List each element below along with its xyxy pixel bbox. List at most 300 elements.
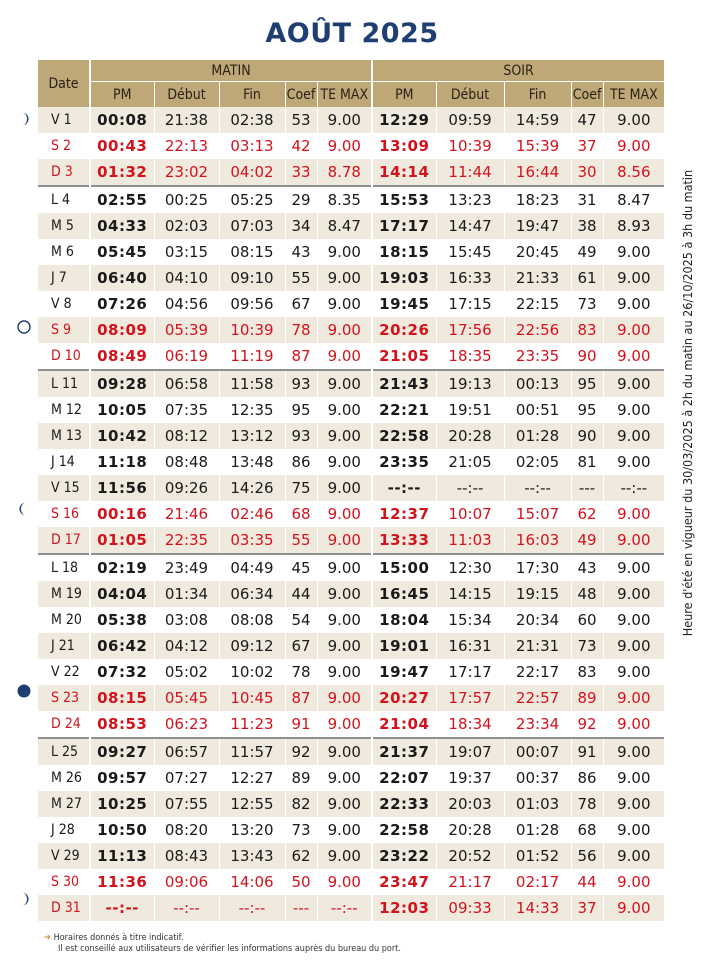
- matin-pm-cell: 06:42: [90, 633, 154, 659]
- matin-pm-cell: 08:49: [90, 343, 154, 370]
- matin-fin-cell: 08:08: [219, 607, 285, 633]
- soir-fin-cell: 02:05: [504, 449, 571, 475]
- matin-debut-cell: --:--: [154, 895, 219, 921]
- soir-coef-cell: 91: [571, 738, 603, 765]
- soir-te-max-cell: 9.00: [603, 239, 664, 265]
- soir-debut-cell: 21:05: [436, 449, 504, 475]
- date-cell: S 23: [38, 685, 90, 711]
- date-cell: V 22: [38, 659, 90, 685]
- date-cell: M 27: [38, 791, 90, 817]
- matin-te-max-cell: 9.00: [317, 449, 372, 475]
- soir-fin-cell: 20:45: [504, 239, 571, 265]
- soir-te-max-cell: 9.00: [603, 370, 664, 397]
- matin-te-max-cell: 9.00: [317, 397, 372, 423]
- soir-coef-cell: 37: [571, 895, 603, 921]
- soir-pm-cell: 23:22: [372, 843, 436, 869]
- soir-debut-cell: 20:28: [436, 423, 504, 449]
- matin-pm-cell: 00:08: [90, 107, 154, 133]
- matin-te-max-cell: 9.00: [317, 685, 372, 711]
- soir-debut-cell: 17:57: [436, 685, 504, 711]
- soir-pm-cell: 19:45: [372, 291, 436, 317]
- matin-fin-cell: 02:46: [219, 501, 285, 527]
- matin-debut-cell: 09:06: [154, 869, 219, 895]
- matin-coef-cell: 45: [285, 554, 317, 581]
- matin-coef-cell: 75: [285, 475, 317, 501]
- matin-pm-cell: 00:16: [90, 501, 154, 527]
- matin-pm-cell: 11:56: [90, 475, 154, 501]
- matin-coef-cell: 43: [285, 239, 317, 265]
- soir-debut-cell: 19:13: [436, 370, 504, 397]
- date-cell: V 29: [38, 843, 90, 869]
- soir-fin-cell: 23:34: [504, 711, 571, 738]
- soir-fin-cell: 01:28: [504, 423, 571, 449]
- soir-te-max-cell: 9.00: [603, 554, 664, 581]
- soir-te-max-cell: 9.00: [603, 317, 664, 343]
- soir-debut-cell: 19:51: [436, 397, 504, 423]
- soir-pm-cell: 13:33: [372, 527, 436, 554]
- matin-coef-cell: 67: [285, 633, 317, 659]
- matin-coef-cell: 53: [285, 107, 317, 133]
- matin-te-max-cell: 8.78: [317, 159, 372, 186]
- date-cell: J 28: [38, 817, 90, 843]
- soir-pm-cell: 22:07: [372, 765, 436, 791]
- table-row: [38, 685, 664, 711]
- matin-debut-cell: 07:55: [154, 791, 219, 817]
- matin-coef-cell: 93: [285, 423, 317, 449]
- matin-fin-cell: 04:49: [219, 554, 285, 581]
- matin-debut-cell: 05:39: [154, 317, 219, 343]
- matin-pm-cell: 10:42: [90, 423, 154, 449]
- matin-coef-cell: 86: [285, 449, 317, 475]
- soir-pm-cell: 22:58: [372, 817, 436, 843]
- matin-debut-cell: 22:35: [154, 527, 219, 554]
- matin-fin-cell: 10:39: [219, 317, 285, 343]
- table-row: [38, 738, 664, 765]
- soir-pm-cell: 23:35: [372, 449, 436, 475]
- soir-debut-cell: 18:35: [436, 343, 504, 370]
- soir-coef-cell: 92: [571, 711, 603, 738]
- soir-fin-cell: 20:34: [504, 607, 571, 633]
- soir-coef-cell: 73: [571, 291, 603, 317]
- matin-te-max-cell: 9.00: [317, 291, 372, 317]
- date-cell: M 20: [38, 607, 90, 633]
- table-row: [38, 817, 664, 843]
- soir-debut-cell: 11:03: [436, 527, 504, 554]
- soir-coef-cell: 68: [571, 817, 603, 843]
- soir-debut-cell: 19:37: [436, 765, 504, 791]
- matin-fin-cell: 09:12: [219, 633, 285, 659]
- matin-pm-cell: 04:33: [90, 213, 154, 239]
- matin-coef-cell: 87: [285, 343, 317, 370]
- matin-te-max-cell: 9.00: [317, 527, 372, 554]
- matin-fin-cell: 11:58: [219, 370, 285, 397]
- matin-fin-cell: 14:06: [219, 869, 285, 895]
- soir-coef-cell: 62: [571, 501, 603, 527]
- soir-debut-cell: 15:45: [436, 239, 504, 265]
- soir-debut-cell: 20:03: [436, 791, 504, 817]
- col-debut-header: Début: [154, 82, 219, 108]
- matin-coef-cell: 68: [285, 501, 317, 527]
- col-temax-header: TE MAX: [603, 82, 664, 108]
- matin-debut-cell: 06:58: [154, 370, 219, 397]
- matin-fin-cell: 11:57: [219, 738, 285, 765]
- soir-coef-cell: 86: [571, 765, 603, 791]
- matin-te-max-cell: 9.00: [317, 817, 372, 843]
- matin-pm-cell: 02:19: [90, 554, 154, 581]
- date-cell: D 3: [38, 159, 90, 186]
- date-cell: D 10: [38, 343, 90, 370]
- matin-coef-cell: 67: [285, 291, 317, 317]
- soir-debut-cell: 10:07: [436, 501, 504, 527]
- soir-coef-cell: 30: [571, 159, 603, 186]
- matin-pm-cell: 10:05: [90, 397, 154, 423]
- matin-debut-cell: 22:13: [154, 133, 219, 159]
- soir-coef-cell: 48: [571, 581, 603, 607]
- soir-coef-cell: ---: [571, 475, 603, 501]
- matin-te-max-cell: 9.00: [317, 554, 372, 581]
- matin-pm-cell: 10:25: [90, 791, 154, 817]
- matin-te-max-cell: 9.00: [317, 633, 372, 659]
- soir-te-max-cell: 9.00: [603, 843, 664, 869]
- soir-pm-cell: 12:37: [372, 501, 436, 527]
- soir-te-max-cell: 9.00: [603, 265, 664, 291]
- soir-pm-cell: 19:01: [372, 633, 436, 659]
- date-cell: M 12: [38, 397, 90, 423]
- matin-coef-cell: 89: [285, 765, 317, 791]
- matin-debut-cell: 04:12: [154, 633, 219, 659]
- col-fin-header: Fin: [219, 82, 285, 108]
- soir-te-max-cell: 9.00: [603, 791, 664, 817]
- soir-coef-cell: 38: [571, 213, 603, 239]
- soir-coef-cell: 43: [571, 554, 603, 581]
- matin-te-max-cell: 9.00: [317, 581, 372, 607]
- table-row: [38, 133, 664, 159]
- matin-te-max-cell: 9.00: [317, 659, 372, 685]
- soir-debut-cell: 12:30: [436, 554, 504, 581]
- soir-pm-cell: 22:33: [372, 791, 436, 817]
- soir-debut-cell: 14:47: [436, 213, 504, 239]
- matin-debut-cell: 07:35: [154, 397, 219, 423]
- tide-table-body: [38, 107, 664, 921]
- soir-fin-cell: 14:33: [504, 895, 571, 921]
- matin-te-max-cell: 9.00: [317, 607, 372, 633]
- soir-fin-cell: 22:56: [504, 317, 571, 343]
- soir-fin-cell: 21:31: [504, 633, 571, 659]
- date-cell: V 8: [38, 291, 90, 317]
- soir-fin-cell: 17:30: [504, 554, 571, 581]
- matin-fin-cell: 14:26: [219, 475, 285, 501]
- col-debut-header: Début: [436, 82, 504, 108]
- soir-header: SOIR: [372, 60, 664, 82]
- matin-pm-cell: 02:55: [90, 186, 154, 213]
- soir-te-max-cell: 9.00: [603, 817, 664, 843]
- col-pm-header: PM: [90, 82, 154, 108]
- col-coef-header: Coef: [285, 82, 317, 108]
- matin-fin-cell: 13:20: [219, 817, 285, 843]
- table-row: [38, 869, 664, 895]
- table-row: [38, 475, 664, 501]
- soir-fin-cell: 14:59: [504, 107, 571, 133]
- soir-fin-cell: 00:37: [504, 765, 571, 791]
- matin-coef-cell: 33: [285, 159, 317, 186]
- date-cell: S 16: [38, 501, 90, 527]
- matin-coef-cell: 42: [285, 133, 317, 159]
- matin-pm-cell: 08:09: [90, 317, 154, 343]
- tide-table: [38, 60, 664, 921]
- matin-te-max-cell: 9.00: [317, 370, 372, 397]
- matin-pm-cell: 11:36: [90, 869, 154, 895]
- matin-debut-cell: 03:15: [154, 239, 219, 265]
- soir-pm-cell: 14:14: [372, 159, 436, 186]
- matin-pm-cell: 01:05: [90, 527, 154, 554]
- soir-pm-cell: 21:37: [372, 738, 436, 765]
- soir-coef-cell: 56: [571, 843, 603, 869]
- table-row: [38, 554, 664, 581]
- soir-coef-cell: 44: [571, 869, 603, 895]
- matin-te-max-cell: 9.00: [317, 239, 372, 265]
- soir-fin-cell: 02:17: [504, 869, 571, 895]
- matin-coef-cell: 92: [285, 738, 317, 765]
- soir-debut-cell: 16:33: [436, 265, 504, 291]
- date-cell: M 26: [38, 765, 90, 791]
- matin-coef-cell: 78: [285, 659, 317, 685]
- date-cell: L 11: [38, 370, 90, 397]
- table-row: [38, 607, 664, 633]
- matin-fin-cell: 03:35: [219, 527, 285, 554]
- matin-te-max-cell: 9.00: [317, 343, 372, 370]
- soir-coef-cell: 37: [571, 133, 603, 159]
- soir-coef-cell: 83: [571, 659, 603, 685]
- soir-debut-cell: 15:34: [436, 607, 504, 633]
- soir-debut-cell: 09:59: [436, 107, 504, 133]
- matin-fin-cell: 08:15: [219, 239, 285, 265]
- matin-debut-cell: 00:25: [154, 186, 219, 213]
- soir-te-max-cell: 9.00: [603, 895, 664, 921]
- col-temax-header: TE MAX: [317, 82, 372, 108]
- matin-debut-cell: 02:03: [154, 213, 219, 239]
- soir-pm-cell: 20:27: [372, 685, 436, 711]
- soir-fin-cell: 01:28: [504, 817, 571, 843]
- soir-debut-cell: 13:23: [436, 186, 504, 213]
- matin-debut-cell: 06:57: [154, 738, 219, 765]
- date-cell: J 21: [38, 633, 90, 659]
- matin-fin-cell: 12:55: [219, 791, 285, 817]
- table-row: [38, 895, 664, 921]
- soir-coef-cell: 95: [571, 370, 603, 397]
- date-header: Date: [38, 60, 90, 107]
- soir-te-max-cell: 9.00: [603, 581, 664, 607]
- matin-fin-cell: 09:10: [219, 265, 285, 291]
- soir-te-max-cell: 8.56: [603, 159, 664, 186]
- matin-te-max-cell: 9.00: [317, 317, 372, 343]
- soir-fin-cell: 21:33: [504, 265, 571, 291]
- matin-pm-cell: 09:57: [90, 765, 154, 791]
- soir-te-max-cell: 9.00: [603, 869, 664, 895]
- matin-debut-cell: 03:08: [154, 607, 219, 633]
- soir-debut-cell: 14:15: [436, 581, 504, 607]
- soir-fin-cell: 00:07: [504, 738, 571, 765]
- soir-pm-cell: --:--: [372, 475, 436, 501]
- table-row: [38, 711, 664, 738]
- matin-debut-cell: 05:45: [154, 685, 219, 711]
- soir-debut-cell: 09:33: [436, 895, 504, 921]
- soir-coef-cell: 73: [571, 633, 603, 659]
- matin-te-max-cell: 9.00: [317, 475, 372, 501]
- soir-fin-cell: 00:13: [504, 370, 571, 397]
- matin-te-max-cell: 9.00: [317, 791, 372, 817]
- matin-debut-cell: 07:27: [154, 765, 219, 791]
- matin-fin-cell: 12:27: [219, 765, 285, 791]
- soir-debut-cell: 20:28: [436, 817, 504, 843]
- soir-fin-cell: 01:03: [504, 791, 571, 817]
- soir-debut-cell: 16:31: [436, 633, 504, 659]
- soir-pm-cell: 13:09: [372, 133, 436, 159]
- date-cell: M 6: [38, 239, 90, 265]
- table-row: [38, 659, 664, 685]
- table-row: [38, 633, 664, 659]
- matin-pm-cell: 06:40: [90, 265, 154, 291]
- soir-te-max-cell: 9.00: [603, 397, 664, 423]
- footnote: [44, 933, 401, 955]
- date-cell: M 19: [38, 581, 90, 607]
- table-row: [38, 843, 664, 869]
- matin-pm-cell: 00:43: [90, 133, 154, 159]
- matin-pm-cell: 04:04: [90, 581, 154, 607]
- date-cell: L 25: [38, 738, 90, 765]
- matin-fin-cell: 10:02: [219, 659, 285, 685]
- matin-coef-cell: 93: [285, 370, 317, 397]
- soir-pm-cell: 20:26: [372, 317, 436, 343]
- date-cell: V 1: [38, 107, 90, 133]
- soir-pm-cell: 21:05: [372, 343, 436, 370]
- matin-coef-cell: 87: [285, 685, 317, 711]
- table-row: [38, 343, 664, 370]
- soir-pm-cell: 19:03: [372, 265, 436, 291]
- soir-pm-cell: 16:45: [372, 581, 436, 607]
- soir-fin-cell: 22:15: [504, 291, 571, 317]
- soir-fin-cell: 19:47: [504, 213, 571, 239]
- date-cell: S 9: [38, 317, 90, 343]
- soir-debut-cell: 19:07: [436, 738, 504, 765]
- matin-fin-cell: 04:02: [219, 159, 285, 186]
- soir-pm-cell: 21:04: [372, 711, 436, 738]
- soir-pm-cell: 18:04: [372, 607, 436, 633]
- soir-te-max-cell: 9.00: [603, 711, 664, 738]
- date-cell: D 31: [38, 895, 90, 921]
- matin-fin-cell: 07:03: [219, 213, 285, 239]
- table-row: [38, 239, 664, 265]
- soir-fin-cell: 18:23: [504, 186, 571, 213]
- matin-coef-cell: 55: [285, 527, 317, 554]
- table-row: [38, 765, 664, 791]
- soir-fin-cell: 16:44: [504, 159, 571, 186]
- soir-fin-cell: 15:39: [504, 133, 571, 159]
- matin-coef-cell: 29: [285, 186, 317, 213]
- matin-te-max-cell: 9.00: [317, 738, 372, 765]
- first-quarter-moon-icon: [16, 111, 32, 127]
- matin-pm-cell: 07:32: [90, 659, 154, 685]
- soir-coef-cell: 78: [571, 791, 603, 817]
- matin-pm-cell: 11:18: [90, 449, 154, 475]
- matin-debut-cell: 09:26: [154, 475, 219, 501]
- matin-coef-cell: 73: [285, 817, 317, 843]
- soir-debut-cell: 18:34: [436, 711, 504, 738]
- soir-te-max-cell: 9.00: [603, 423, 664, 449]
- table-row: [38, 265, 664, 291]
- soir-fin-cell: 22:57: [504, 685, 571, 711]
- arrow-right-icon: ➔: [44, 933, 54, 943]
- matin-coef-cell: 44: [285, 581, 317, 607]
- soir-te-max-cell: 8.47: [603, 186, 664, 213]
- soir-te-max-cell: 9.00: [603, 607, 664, 633]
- soir-te-max-cell: 9.00: [603, 343, 664, 370]
- date-cell: D 24: [38, 711, 90, 738]
- soir-debut-cell: --:--: [436, 475, 504, 501]
- matin-fin-cell: 13:48: [219, 449, 285, 475]
- matin-coef-cell: 95: [285, 397, 317, 423]
- date-cell: V 15: [38, 475, 90, 501]
- soir-coef-cell: 83: [571, 317, 603, 343]
- last-quarter-moon-icon: [16, 501, 32, 517]
- soir-fin-cell: --:--: [504, 475, 571, 501]
- table-row: [38, 527, 664, 554]
- matin-coef-cell: 55: [285, 265, 317, 291]
- col-coef-header: Coef: [571, 82, 603, 108]
- soir-pm-cell: 12:03: [372, 895, 436, 921]
- date-cell: S 30: [38, 869, 90, 895]
- matin-te-max-cell: 9.00: [317, 711, 372, 738]
- date-cell: J 14: [38, 449, 90, 475]
- first-quarter-moon-icon: [16, 891, 32, 907]
- matin-pm-cell: 10:50: [90, 817, 154, 843]
- date-cell: L 4: [38, 186, 90, 213]
- matin-pm-cell: 09:28: [90, 370, 154, 397]
- matin-coef-cell: 91: [285, 711, 317, 738]
- table-row: [38, 397, 664, 423]
- matin-fin-cell: 12:35: [219, 397, 285, 423]
- soir-pm-cell: 23:47: [372, 869, 436, 895]
- matin-pm-cell: 01:32: [90, 159, 154, 186]
- table-row: [38, 791, 664, 817]
- table-row: [38, 186, 664, 213]
- soir-pm-cell: 19:47: [372, 659, 436, 685]
- soir-fin-cell: 23:35: [504, 343, 571, 370]
- soir-te-max-cell: 8.93: [603, 213, 664, 239]
- matin-fin-cell: 05:25: [219, 186, 285, 213]
- matin-debut-cell: 23:49: [154, 554, 219, 581]
- matin-debut-cell: 08:20: [154, 817, 219, 843]
- matin-te-max-cell: 9.00: [317, 423, 372, 449]
- date-cell: L 18: [38, 554, 90, 581]
- matin-fin-cell: 06:34: [219, 581, 285, 607]
- footnote-line-1: Horaires donnés à titre indicatif.: [53, 933, 184, 943]
- soir-te-max-cell: 9.00: [603, 133, 664, 159]
- soir-coef-cell: 49: [571, 239, 603, 265]
- matin-debut-cell: 05:02: [154, 659, 219, 685]
- matin-fin-cell: 03:13: [219, 133, 285, 159]
- matin-te-max-cell: 8.47: [317, 213, 372, 239]
- matin-debut-cell: 23:02: [154, 159, 219, 186]
- soir-fin-cell: 19:15: [504, 581, 571, 607]
- matin-te-max-cell: 9.00: [317, 133, 372, 159]
- soir-coef-cell: 89: [571, 685, 603, 711]
- date-cell: M 5: [38, 213, 90, 239]
- soir-te-max-cell: 9.00: [603, 685, 664, 711]
- soir-fin-cell: 16:03: [504, 527, 571, 554]
- full-moon-icon: [16, 319, 32, 335]
- matin-coef-cell: 82: [285, 791, 317, 817]
- soir-te-max-cell: 9.00: [603, 527, 664, 554]
